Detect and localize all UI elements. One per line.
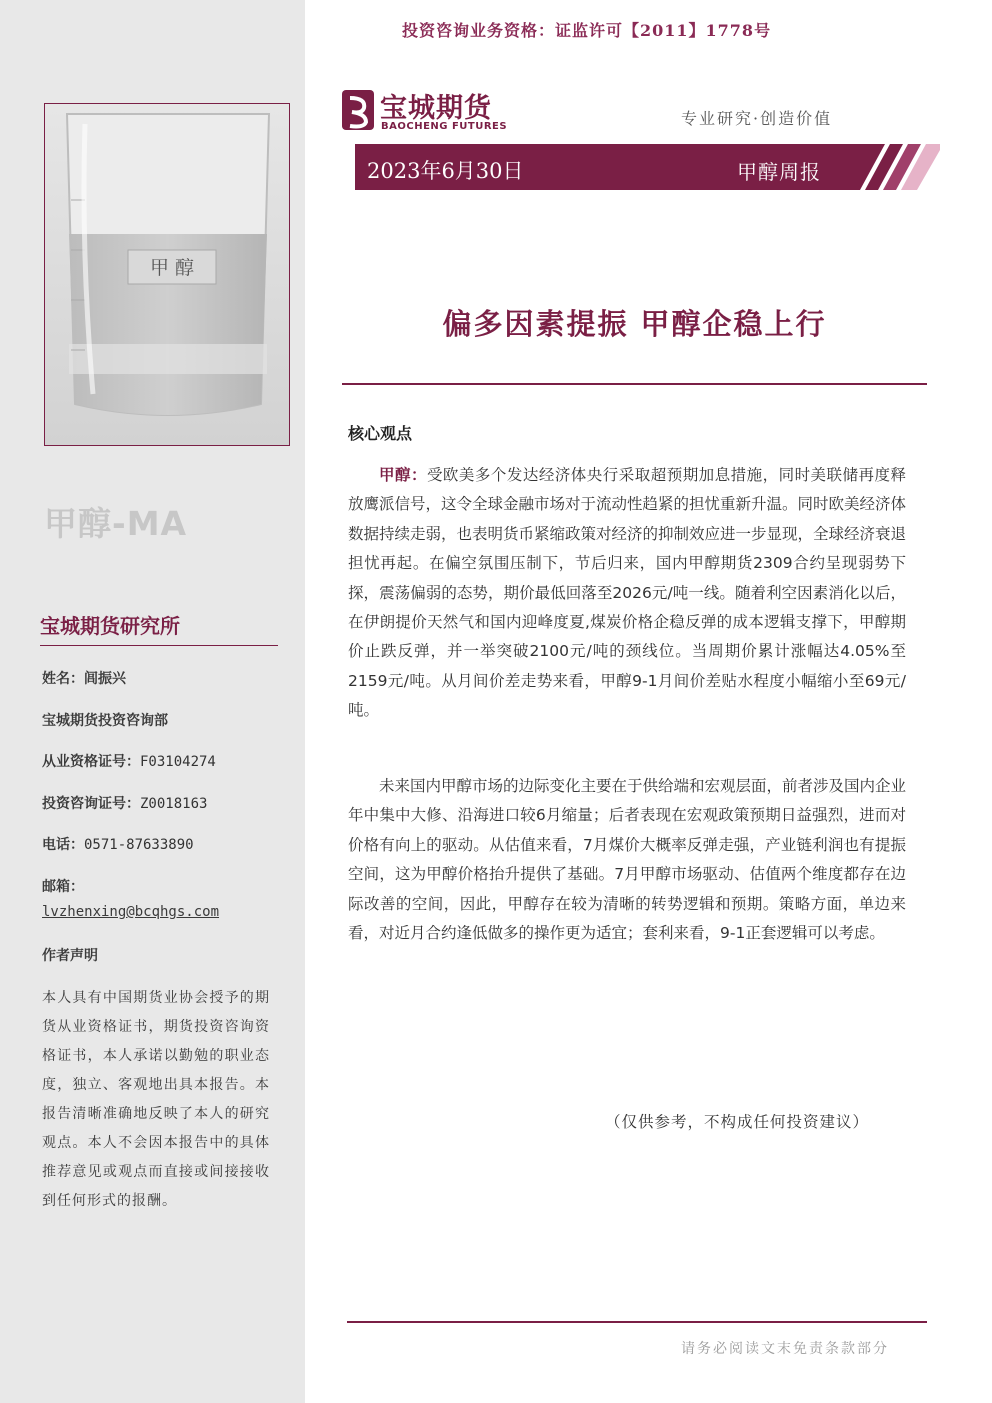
email-label: 邮箱： — [42, 879, 84, 895]
phone-label: 电话： — [42, 837, 84, 853]
logo-english: BAOCHENG FUTURES — [381, 121, 508, 132]
logo-chinese: 宝城期货 — [380, 93, 492, 124]
photo-label: 甲 醇 — [149, 257, 195, 279]
report-date: 2023年6月30日 — [367, 159, 524, 183]
consult-value: Z0018163 — [140, 796, 208, 812]
paragraph-2: 未来国内甲醇市场的边际变化主要在于供给端和宏观层面，前者涉及国内企业年中集中大修、沿海进口较6月缩量；后者表现在宏观政策预期日益强烈，进而对价格有向上的驱动。从估值来看，7月煤价大概率反弹走强，产业链利润也有提振空间，这为甲醇价格抬升提供了基础。7月甲醇市场驱动、估值两个维度都存在边际改善的空间，因此，甲醇存在较为清晰的转势逻辑和预期。策略方面，单边来看，对近月合约逢低做多的操作更为适宜；套利来看，9-1正套逻辑可以考虑。 — [348, 777, 907, 943]
report-headline: 偏多因素提振 甲醇企稳上行 — [442, 307, 827, 341]
product-title: 甲醇-MA — [44, 504, 188, 543]
paragraph-1 — [348, 460, 906, 726]
headline-divider — [342, 383, 927, 385]
logo-mark-icon — [340, 88, 376, 132]
author-statement: 本人具有中国期货业协会授予的期货从业资格证书，期货投资咨询资格证书，本人承诺以勤勉的职业态度，独立、客观地出具本报告。本报告清晰准确地反映了本人的研究观点。本人不会因本报告中的具体推荐意见或观点而直接或间接接收到任何形式的报酬。 — [42, 990, 270, 1209]
consult-label: 投资咨询证号： — [42, 796, 140, 812]
report-type: 甲醇周报 — [737, 160, 821, 184]
consult-number — [42, 793, 207, 813]
paragraph-lead: 甲醇： — [379, 465, 427, 484]
author-name: 姓名：闾振兴 — [42, 671, 126, 687]
disclaimer: （仅供参考，不构成任何投资建议） — [605, 1113, 870, 1131]
institute-divider — [40, 645, 278, 646]
footer-divider — [347, 1321, 927, 1323]
footer-note: 请务必阅读文末免责条款部分 — [681, 1341, 889, 1357]
cert-label: 从业资格证号： — [42, 754, 140, 770]
author-department: 宝城期货投资咨询部 — [42, 713, 168, 729]
phone-value: 0571-87633890 — [84, 837, 194, 853]
cert-value: F03104274 — [140, 754, 216, 770]
paragraph-1-text: 受欧美多个发达经济体央行采取超预期加息措施，同时美联储再度释放鹰派信号，这令全球金融市场对于流动性趋紧的担忧重新升温。同时欧美经济体数据持续走弱，也表明货币紧缩政策对经济的抑制效应进一步显现，全球经济衰退担忧再起。在偏空氛围压制下，节后归来，国内甲醇期货2309合约呈现弱势下探，震荡偏弱的态势，期价最低回落至2026元/吨一线。随着利空因素消化以后，在伊朗提价天然气和国内迎峰度夏,煤炭价格企稳反弹的成本逻辑支撑下，甲醇期价止跌反弹，并一举突破2100元/吨的颈线位。当周期价累计涨幅达4.05%至2159元/吨。从月间价差走势来看，甲醇9-1月间价差贴水程度小幅缩小至69元/吨。 — [348, 466, 907, 720]
company-logo — [340, 86, 510, 136]
qualification-notice: 投资咨询业务资格：证监许可【2011】1778号 — [402, 21, 772, 40]
email-block — [42, 904, 219, 920]
product-photo — [44, 103, 290, 446]
section-title: 核心观点 — [348, 424, 413, 443]
phone — [42, 834, 194, 854]
statement-title: 作者声明 — [42, 948, 98, 964]
institute-name: 宝城期货研究所 — [40, 614, 180, 638]
slogan: 专业研究·创造价值 — [681, 109, 833, 128]
cert-number — [42, 751, 216, 771]
email-link[interactable]: lvzhenxing@bcqhgs.com — [42, 904, 220, 920]
